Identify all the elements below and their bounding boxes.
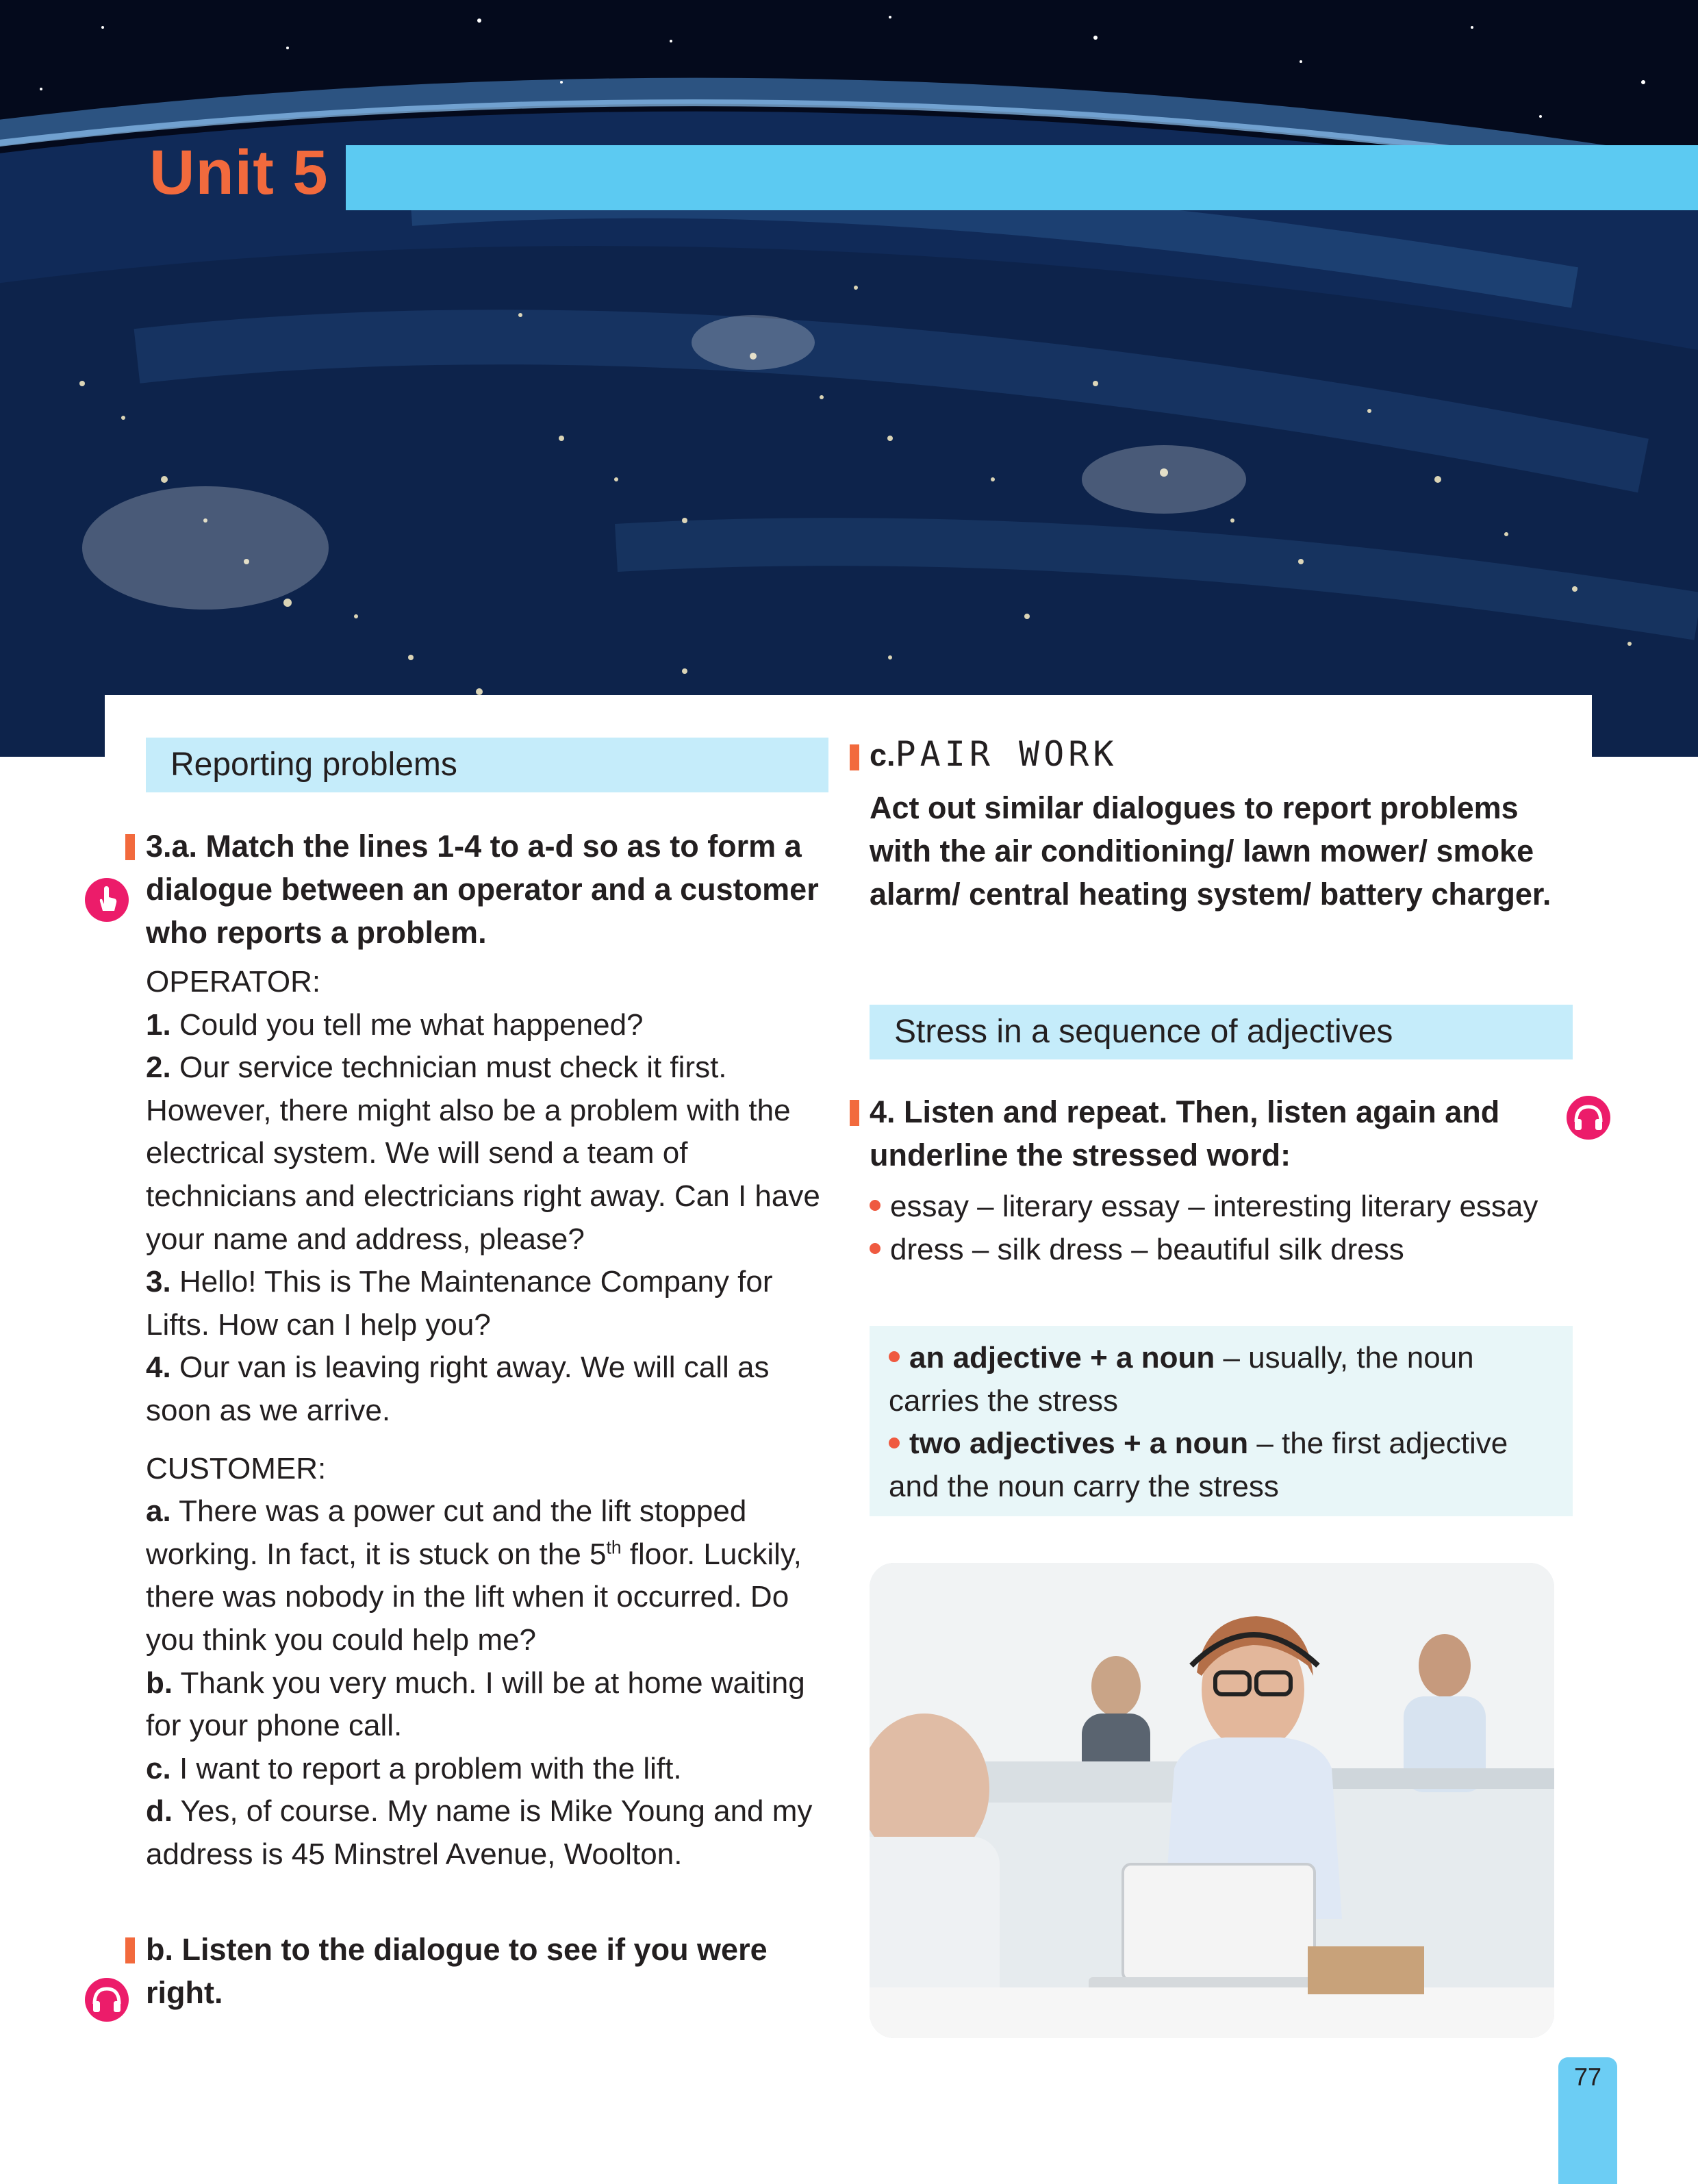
task-c-heading: c.PAIR WORK	[870, 734, 1118, 774]
task-4-instruction: 4. Listen and repeat. Then, listen again and underline the stressed word:	[870, 1094, 1500, 1172]
rule-adjective-noun: an adjective + a noun – usually, the noun carries the stress	[889, 1341, 1474, 1418]
operator-line-3: 3. Hello! This is The Maintenance Company for Lifts. How can I help you?	[146, 1265, 773, 1342]
examples-list	[870, 1185, 1561, 1271]
task-marker	[125, 1937, 135, 1963]
example-dress: dress – silk dress – beautiful silk dress	[870, 1229, 1561, 1272]
headphones-icon	[85, 1978, 129, 2022]
customer-line-c: c. I want to report a problem with the lift.	[146, 1751, 682, 1785]
page-number: 77	[1573, 2063, 1602, 2091]
customer-line-b: b. Thank you very much. I will be at home waiting for your phone call.	[146, 1666, 805, 1743]
task-c-instruction: Act out similar dialogues to report problems with the air conditioning/ lawn mower/ smoke alarm/ central heating system/ battery charger.	[870, 790, 1551, 912]
operator-line-2: 2. Our service technician must check it first. However, there might also be a problem with the electrical system. We will send a team of technicians and electricians right away. Can I have your name and address, please?	[146, 1051, 820, 1256]
headphones-icon	[1567, 1096, 1610, 1140]
task-3a-instruction: 3.a. Match the lines 1-4 to a-d so as to form a dialogue between an operator and a customer who reports a problem.	[146, 829, 819, 950]
call-center-operator-photo	[870, 1563, 1554, 2038]
bullet-icon	[889, 1438, 900, 1448]
unit-title: Unit 5	[149, 138, 329, 208]
bullet-icon	[889, 1351, 900, 1362]
dialogue-text	[146, 961, 831, 1876]
example-essay: essay – literary essay – interesting literary essay	[870, 1185, 1561, 1229]
unit-title-band	[346, 145, 1698, 210]
stress-rules	[889, 1337, 1560, 1508]
operator-label: OPERATOR:	[146, 965, 321, 999]
pair-work-label: PAIR WORK	[895, 734, 1118, 774]
rule-two-adjectives-noun: two adjectives + a noun – the first adjective and the noun carry the stress	[889, 1427, 1508, 1503]
task-marker	[850, 1100, 859, 1126]
customer-line-d: d. Yes, of course. My name is Mike Young and my address is 45 Minstrel Avenue, Woolton.	[146, 1794, 813, 1871]
customer-label: CUSTOMER:	[146, 1451, 327, 1485]
task-marker	[850, 744, 859, 770]
earth-night-photo	[0, 0, 1698, 757]
operator-line-4: 4. Our van is leaving right away. We will call as soon as we arrive.	[146, 1351, 770, 1427]
section-title-reporting-problems: Reporting problems	[146, 738, 828, 792]
bullet-icon	[870, 1200, 880, 1211]
hand-pointer-icon	[85, 878, 129, 922]
task-marker	[125, 834, 135, 860]
section-title-stress: Stress in a sequence of adjectives	[870, 1005, 1573, 1059]
customer-line-a: a. There was a power cut and the lift stopped working. In fact, it is stuck on the 5th floor. Luckily, there was nobody in the lift when it occurred. Do you think you could help me?	[146, 1494, 802, 1657]
operator-line-1: 1. Could you tell me what happened?	[146, 1007, 644, 1042]
task-3b-instruction: b. Listen to the dialogue to see if you were right.	[146, 1932, 768, 2010]
bullet-icon	[870, 1243, 880, 1254]
